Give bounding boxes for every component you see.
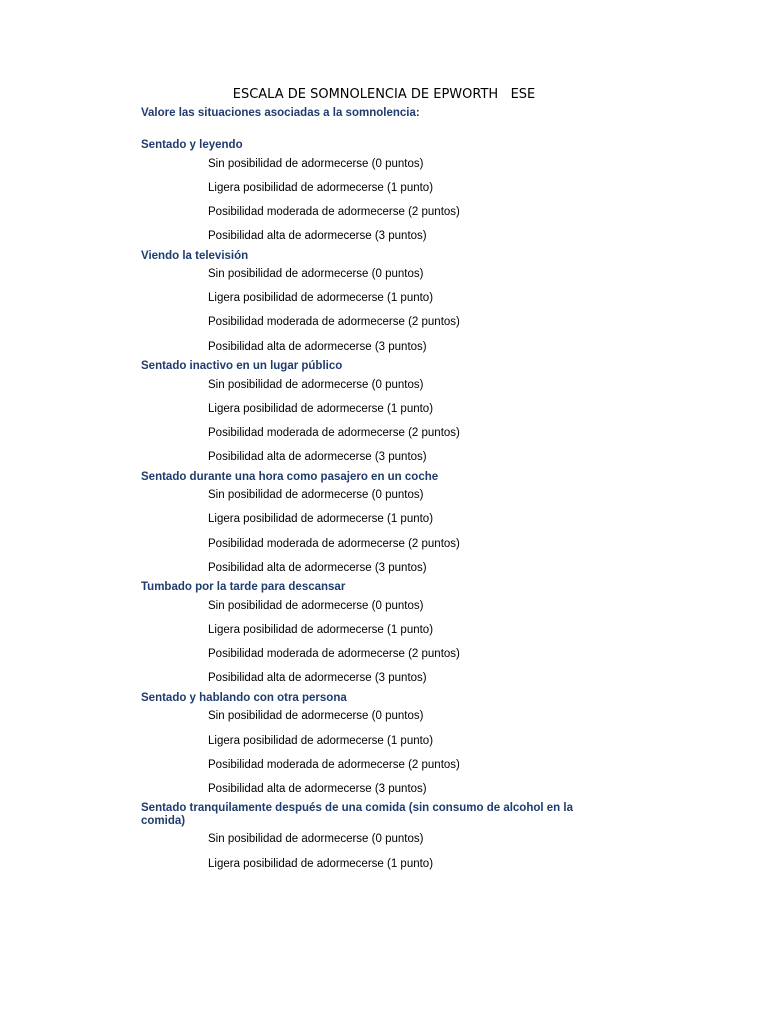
options-list xyxy=(141,377,591,466)
section-7 xyxy=(141,801,591,871)
option-item: Ligera posibilidad de adormecerse (1 punto) xyxy=(208,857,434,870)
option-item: Sin posibilidad de adormecerse (0 puntos) xyxy=(208,489,424,502)
section-3 xyxy=(141,359,591,465)
section-heading: Sentado durante una hora como pasajero en un coche xyxy=(141,470,439,483)
option-item: Posibilidad alta de adormecerse (3 puntos) xyxy=(208,451,427,464)
option-item: Ligera posibilidad de adormecerse (1 punto) xyxy=(208,513,434,526)
options-list xyxy=(141,487,591,576)
option-item: Sin posibilidad de adormecerse (0 puntos) xyxy=(208,268,424,281)
section-1 xyxy=(141,138,591,244)
option-item: Sin posibilidad de adormecerse (0 puntos) xyxy=(208,833,424,846)
document-title: ESCALA DE SOMNOLENCIA DE EPWORTH ESE xyxy=(232,87,536,102)
option-item: Posibilidad alta de adormecerse (3 puntos) xyxy=(208,561,427,574)
option-item: Posibilidad moderada de adormecerse (2 puntos) xyxy=(208,316,460,329)
option-item: Ligera posibilidad de adormecerse (1 punto) xyxy=(208,623,434,636)
section-heading: Sentado inactivo en un lugar público xyxy=(141,360,343,373)
options-list xyxy=(141,831,591,871)
option-item: Posibilidad moderada de adormecerse (2 puntos) xyxy=(208,537,460,550)
option-item: Ligera posibilidad de adormecerse (1 punto) xyxy=(208,734,434,747)
option-item: Sin posibilidad de adormecerse (0 puntos) xyxy=(208,157,424,170)
options-list xyxy=(141,598,591,687)
option-item: Sin posibilidad de adormecerse (0 puntos) xyxy=(208,599,424,612)
option-item: Posibilidad moderada de adormecerse (2 puntos) xyxy=(208,758,460,771)
options-list xyxy=(141,266,591,355)
option-item: Posibilidad alta de adormecerse (3 puntos) xyxy=(208,672,427,685)
option-item: Ligera posibilidad de adormecerse (1 punto) xyxy=(208,181,434,194)
sections-list xyxy=(141,138,591,876)
section-5 xyxy=(141,580,591,686)
section-6 xyxy=(141,691,591,797)
section-heading: Sentado y leyendo xyxy=(141,139,243,151)
option-item: Posibilidad alta de adormecerse (3 puntos) xyxy=(208,340,427,353)
section-heading: Sentado y hablando con otra persona xyxy=(141,691,347,704)
option-item: Ligera posibilidad de adormecerse (1 punto) xyxy=(208,292,434,305)
option-item: Sin posibilidad de adormecerse (0 puntos) xyxy=(208,378,424,391)
option-item: Posibilidad alta de adormecerse (3 puntos) xyxy=(208,230,427,243)
options-list xyxy=(141,156,591,245)
option-item: Sin posibilidad de adormecerse (0 puntos) xyxy=(208,710,424,723)
section-heading: Sentado tranquilamente después de una comida (sin consumo de alcohol en la comida) xyxy=(141,802,573,827)
option-item: Posibilidad alta de adormecerse (3 puntos) xyxy=(208,782,427,795)
section-2 xyxy=(141,249,591,355)
option-item: Ligera posibilidad de adormecerse (1 punto) xyxy=(208,402,434,415)
section-4 xyxy=(141,470,591,576)
option-item: Posibilidad moderada de adormecerse (2 puntos) xyxy=(208,205,460,218)
intro-text: Valore las situaciones asociadas a la somnolencia: xyxy=(141,107,420,119)
option-item: Posibilidad moderada de adormecerse (2 puntos) xyxy=(208,648,460,661)
option-item: Posibilidad moderada de adormecerse (2 puntos) xyxy=(208,427,460,439)
section-heading: Viendo la televisión xyxy=(141,249,249,262)
section-heading: Tumbado por la tarde para descansar xyxy=(141,581,346,594)
options-list xyxy=(141,708,591,797)
